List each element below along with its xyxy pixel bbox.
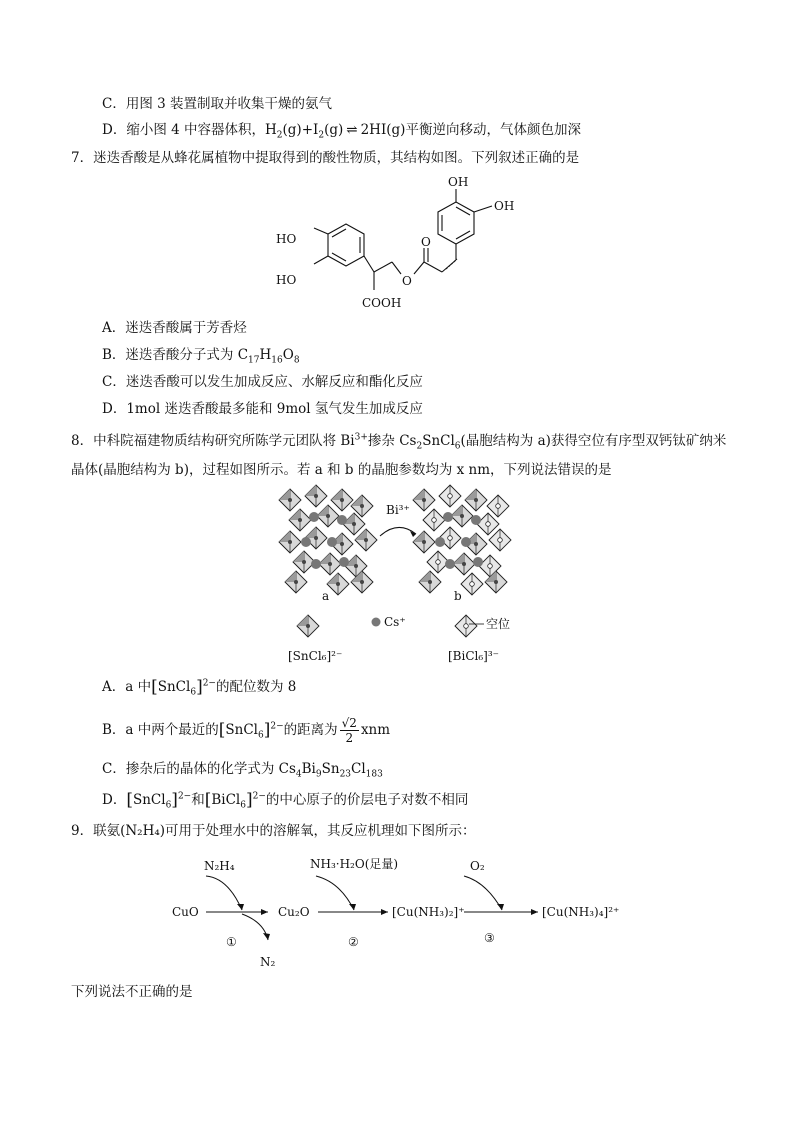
q6-option-c [102,95,332,113]
lattice-b [413,485,511,595]
crystal-doping-figure [276,484,526,669]
q8-option-a: A．a 中[SnCl$_6$]$^{2-}$的配位数为 8 [102,677,297,698]
flow-step-1: ① [226,935,237,949]
q7-b-c-count: 17 [248,355,260,366]
q8-b-denominator: 2 [345,731,354,745]
q6-d-text-4: 2HI(g)平衡逆向移动，气体颜色加深 [360,122,581,138]
legend-sncl6 [297,615,319,637]
q7-b-o: O [282,347,294,363]
q8-d-bicl: BiCl [211,792,241,808]
q8-d-text-1: D． [102,792,127,808]
q8-stem-text-4: (晶胞结构为 a)获得空位有序型双钙钛矿纳米 [460,433,727,449]
label-a: a [322,589,330,603]
struct-o-ester: O [402,274,412,288]
flow-cu-nh3-2: [Cu(NH₃)₂]⁺ [392,905,465,919]
flow-o2: O₂ [470,859,485,873]
q8-stem-bi-charge: 3+ [354,432,368,443]
q8-c-cl-count: 183 [365,769,383,780]
q8-a-text-2: 的配位数为 8 [215,679,297,695]
q8-option-c [102,760,383,778]
q8-b-sub-6: 6 [258,730,264,741]
q8-stem-text-3: SnCl [422,433,455,449]
q8-stem-sub-2: 2 [416,441,423,452]
struct-cooh: COOH [362,296,402,310]
q7-stem: 7．迷迭香酸是从蜂花属植物中提取得到的酸性物质，其结构如图。下列叙述正确的是 [71,150,580,166]
label-b: b [454,589,462,603]
q6-d-text-2: (g)+I [282,122,319,138]
bi-ion-label: Bi³⁺ [386,503,410,517]
q8-c-cs-count: 4 [295,769,302,780]
q8-stem-text-2: 掺杂 Cs [367,433,417,449]
legend-sncl6-label: [SnCl₆]²⁻ [288,649,343,663]
q8-b-text-3: xnm [360,722,391,738]
cs-ion-legend-icon [372,618,381,627]
q8-c-sn-count: 23 [339,769,352,780]
q8-d-text-3: 的中心原子的价层电子对数不相同 [265,792,469,808]
q7-b-h: H [259,347,272,363]
flow-step-2: ② [348,935,359,949]
flow-n2: N₂ [260,955,276,969]
equilibrium-arrow-icon: ⇌ [346,122,358,138]
q8-option-b: B．a 中两个最近的[SnCl$_6$]$^{2-}$的距离为 $\frac{√2}{2}$ xnm [102,716,391,745]
q8-c-bi-count: 9 [315,769,322,780]
q6-d-text-1: D．缩小图 4 中容器体积，H [102,122,277,138]
flow-cuo: CuO [172,905,199,919]
q7-option-d: D．1mol 迷迭香酸最多能和 9mol 氢气发生加成反应 [102,401,423,417]
q6-d-text-3: (g) [324,122,344,138]
q8-d-sncl: SnCl [132,792,166,808]
q8-a-charge: 2− [202,678,216,689]
q6-option-c-text: C．用图 3 装置制取并收集干燥的氨气 [102,96,333,112]
q6-d-sub-2: 2 [318,130,325,141]
q8-c-sn: Sn [321,761,340,777]
legend-vacancy-label: 空位 [486,617,511,631]
q8-a-sub-6: 6 [190,687,197,698]
q8-stem-line-1 [71,432,726,450]
q8-a-sncl: SnCl [157,679,191,695]
q8-stem-text-1: 8．中科院福建物质结构研究所陈学元团队将 Bi [71,433,355,449]
flow-nh3h2o: NH₃·H₂O(足量) [310,857,399,871]
q9-stem: 9．联氨(N₂H₄)可用于处理水中的溶解氧，其反应机理如下图所示： [71,823,476,839]
legend-bicl6 [455,615,477,637]
q6-option-d [102,121,581,139]
q8-d-sub-6b: 6 [240,800,246,811]
struct-ho-1: HO [276,232,297,246]
q9-followup: 下列说法不正确的是 [71,984,193,1000]
legend-bicl6-label: [BiCl₆]³⁻ [448,649,499,663]
lattice-a [279,485,377,595]
q8-b-fraction [340,716,359,745]
q8-c-bi: Bi [301,761,316,777]
q7-option-c: C．迷迭香酸可以发生加成反应、水解反应和酯化反应 [102,374,423,390]
q8-b-text-1: B．a 中两个最近的 [102,722,219,738]
q8-b-charge: 2− [270,721,284,732]
legend-cs-label: Cs⁺ [384,615,406,629]
q8-stem-sub-6: 6 [454,441,461,452]
struct-ho-2: HO [276,273,297,287]
q7-b-h-count: 16 [271,355,283,366]
flow-cu2o: Cu₂O [278,905,310,919]
q8-d-charge-2: 2− [252,791,266,802]
q6-d-sub-1: 2 [276,130,283,141]
q7-b-o-count: 8 [293,355,300,366]
q8-d-text-2: 和 [191,792,205,808]
struct-oh-4: OH [494,199,515,213]
q7-option-a: A．迷迭香酸属于芳香烃 [102,320,247,336]
rosmarinic-acid-structure [268,172,528,317]
flow-step-3: ③ [484,931,495,945]
q8-c-cl: Cl [351,761,366,777]
q8-d-charge-1: 2− [177,791,192,802]
q8-option-d: D．[SnCl$_6$]$^{2-}$和[BiCl$_6$]$^{2-}$的中心原子的价层电子对数不相同 [102,790,469,811]
q7-b-text: B．迷迭香酸分子式为 C [102,347,249,363]
struct-o-carbonyl: O [421,235,431,249]
q8-b-sncl: SnCl [225,722,258,738]
q8-a-text-1: A．a 中 [102,679,152,695]
flow-n2h4: N₂H₄ [204,859,235,873]
q8-c-text: C．掺杂后的晶体的化学式为 Cs [102,761,296,777]
q8-stem-line-2: 晶体(晶胞结构为 b)，过程如图所示。若 a 和 b 的晶胞参数均为 x nm，下列说法错误的是 [71,462,612,478]
q7-option-b [102,346,300,364]
flow-cu-nh3-4: [Cu(NH₃)₄]²⁺ [542,905,620,919]
q8-b-text-2: 的距离为 [283,722,338,738]
q8-b-numerator: √2 [341,716,357,730]
struct-oh-3: OH [448,175,469,189]
reaction-mechanism-flow [168,848,638,972]
q8-d-sub-6a: 6 [165,800,172,811]
